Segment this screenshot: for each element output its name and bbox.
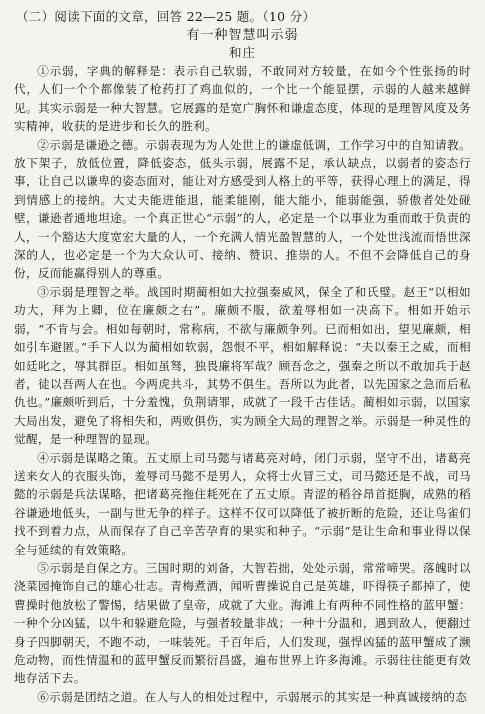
article-title: 有一种智慧叫示弱: [186, 28, 299, 43]
paragraph-1: ①示弱，字典的解释是：表示自己软弱，不敢同对方较量，在如今个性张扬的时代，人们一个个都像装了枪药打了鸡血似的，一个比一个能显摆，示弱的人越来越鲜见。其实示弱是一种大智慧。它展露的是宽广胸怀和谦虚态度，体现的是理智风度及务实精神，收获的是进步和长久的胜利。: [14, 64, 471, 134]
question-heading: （二）阅读下面的文章，回答 22—25 题。（10 分）: [16, 9, 316, 24]
article-author: 和庄: [228, 45, 256, 60]
paragraph-2: ②示弱是谦逊之德。示弱表现为为人处世上的谦虚低调，工作学习中的自知请教。放下架子，放低位置，降低姿态，低头示弱，展露不足，承认缺点，以弱者的姿态行事，让自己以谦卑的姿态面对，能让对方感受到人格上的平等，获得心理上的满足，得到情感上的接纳。大丈夫能进能退，能柔能刚，能大能小，能弱能强，骄傲者处处碰壁，谦逊者通地坦途。一个真正世心“示弱”的人，必定是一个以事业为重而敢于负责的人，一个豁达大度宽宏大量的人，一个充满人情光盈智慧的人，一个处世浅流而悟世深深的人，也必定是一个为大众认可、接纳、赞识、推崇的人。不但不会降低自己的身份，反而能赢得别人的尊重。: [14, 137, 471, 281]
paragraph-3: ③示弱是理智之举。战国时期蔺相如大拉强秦威风，保全了和氏璧。赵王“以相如功大，拜为上卿，位在廉颇之右”。廉颇不服，欲羞辱相如一决高下。相如开始示弱，“不肯与会。相如每朝时，常称病，不欲与廉颇争列。已而相如出，望见廉颇，相如引车避匿。”手下人以为蔺相如软弱，怨恨不平，相如解释说：“夫以秦王之威，而相如廷叱之，辱其群臣。相如虽驽，独畏廉将军哉？顾吾念之，强秦之所以不敢加兵于赵者，徒以吾两人在也。今两虎共斗，其势不俱生。吾所以为此者，以先国家之急而后私仇也。”廉颇听到后，十分羞愧，负荆请罪，成就了一段千古佳话。蔺相如示弱，以国家大局出发，避免了将相失和，两败俱伤，实为顾全大局的理智之举。示弱是一种灵性的觉醒，是一种理智的显现。: [14, 284, 471, 447]
paragraph-4: ④示弱是谋略之策。五丈原上司马懿与诸葛亮对峙，闭门示弱，坚守不出，诸葛亮送来女人的衣服头饰，羞辱司马懿不是男人，众将士火冒三丈，司马懿还是不战，司马懿的示弱是兵法谋略，把诸葛亮拖住耗死在了五丈原。青涩的稻谷昂首挺胸，成熟的稻谷谦逊地低头，一副与世无争的样子。这样不仅可以降低了被折断的危险，还让鸟雀们找不到着力点，从而保存了自己辛苦孕育的果实和种子。“示弱”是让生命和事业得以保全与延续的有效策略。: [14, 450, 471, 557]
paragraph-5: ⑤示弱是自保之方。三国时期的刘备，大智若拙，处处示弱，常常啼哭。落魄时以浇菜园掩饰自己的雄心壮志。青梅煮酒，闻听曹操说自己是英雄，吓得筷子都掉了，使曹操时他放松了警惕，结果做了皇帝，成就了大业。海滩上有两种不同性格的蓝甲蟹：一种个分凶猛，以牛和躲避危险，与强者较量非战；一种十分温和，遇到敌人，便翻过身子四脚朝天，不跑不动，一味装死。千百年后，人们发现，强悍凶猛的蓝甲蟹成了濒危动物，而性情温和的蓝甲蟹反而繁衍昌盛，遍布世界上许多海滩。示弱往往能更有效地存活下去。: [14, 560, 471, 686]
paragraph-6: ⑥示弱是团结之道。在人与人的相处过程中，示弱展示的其实是一种真诚接纳的态: [37, 689, 468, 704]
